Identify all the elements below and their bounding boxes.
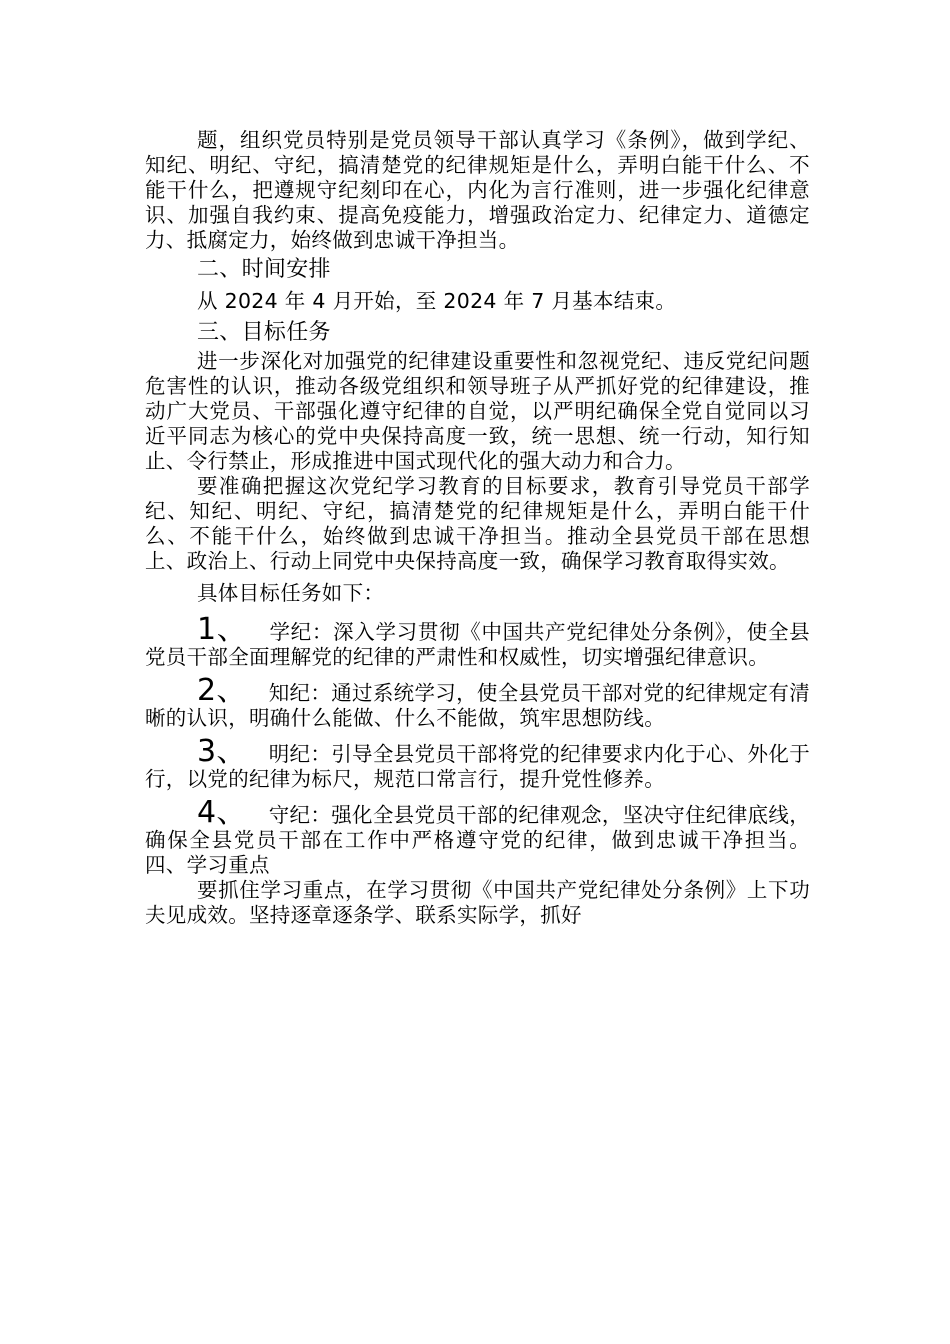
- paragraph-focus: 要抓住学习重点，在学习贯彻《中国共产党纪律处分条例》上下功夫见成效。坚持逐章逐条学、联系实际学，抓好: [145, 878, 810, 927]
- paragraph-goal-1: 进一步深化对加强党的纪律建设重要性和忽视党纪、违反党纪问题危害性的认识，推动各级党组织和领导班子从严抓好党的纪律建设，推动广大党员、干部强化遵守纪律的自觉，以严明纪确保全党自觉同以习近平同志为核心的党中央保持高度一致，统一思想、统一行动，知行知止、令行禁止，形成推进中国式现代化的强大动力和合力。: [145, 349, 810, 473]
- paragraph-intro: 题，组织党员特别是党员领导干部认真学习《条例》，做到学纪、知纪、明纪、守纪，搞清楚党的纪律规矩是什么，弄明白能干什么、不能干什么，把遵规守纪刻印在心，内化为言行准则，进一步强化纪律意识、加强自我约束、提高免疫能力，增强政治定力、纪律定力、道德定力、抵腐定力，始终做到忠诚干净担当。: [145, 128, 810, 252]
- list-item-number: 2、: [197, 673, 247, 708]
- paragraph-goal-2: 要准确把握这次党纪学习教育的目标要求，教育引导党员干部学纪、知纪、明纪、守纪，搞清楚党的纪律规矩是什么，弄明白能干什么、不能干什么，始终做到忠诚干净担当。推动全县党员干部在思想上、政治上、行动上同党中央保持高度一致，确保学习教育取得实效。: [145, 474, 810, 573]
- document-page: [145, 128, 810, 928]
- list-item-number: 3、: [197, 734, 247, 769]
- list-item: [145, 734, 810, 792]
- paragraph-lead: 具体目标任务如下：: [197, 581, 385, 605]
- section-heading-goals: 三、目标任务: [197, 320, 331, 345]
- list-item-number: 4、: [197, 795, 247, 830]
- list-item: [145, 673, 810, 731]
- list-item-number: 1、: [197, 612, 248, 647]
- list-item-text: 明纪：引导全县党员干部将党的纪律要求内化于心、外化于行，以党的纪律为标尺，规范口常言行，提升党性修养。: [145, 742, 810, 791]
- section-heading-time: 二、时间安排: [197, 257, 331, 282]
- list-item-text: 学纪：深入学习贯彻《中国共产党纪律处分条例》，使全县党员干部全面理解党的纪律的严肃性和权威性，切实增强纪律意识。: [145, 620, 810, 669]
- list-item-text: 知纪：通过系统学习，使全县党员干部对党的纪律规定有清晰的认识，明确什么能做、什么不能做，筑牢思想防线。: [145, 681, 810, 730]
- list-item-text: 守纪：强化全县党员干部的纪律观念，坚决守住纪律底线，确保全县党员干部在工作中严格遵守党的纪律，做到忠诚干净担当。四、学习重点: [145, 803, 810, 877]
- list-item: [145, 612, 810, 670]
- list-item: [145, 795, 810, 878]
- paragraph-time: 从 2024 年 4 月开始，至 2024 年 7 月基本结束。: [197, 289, 677, 313]
